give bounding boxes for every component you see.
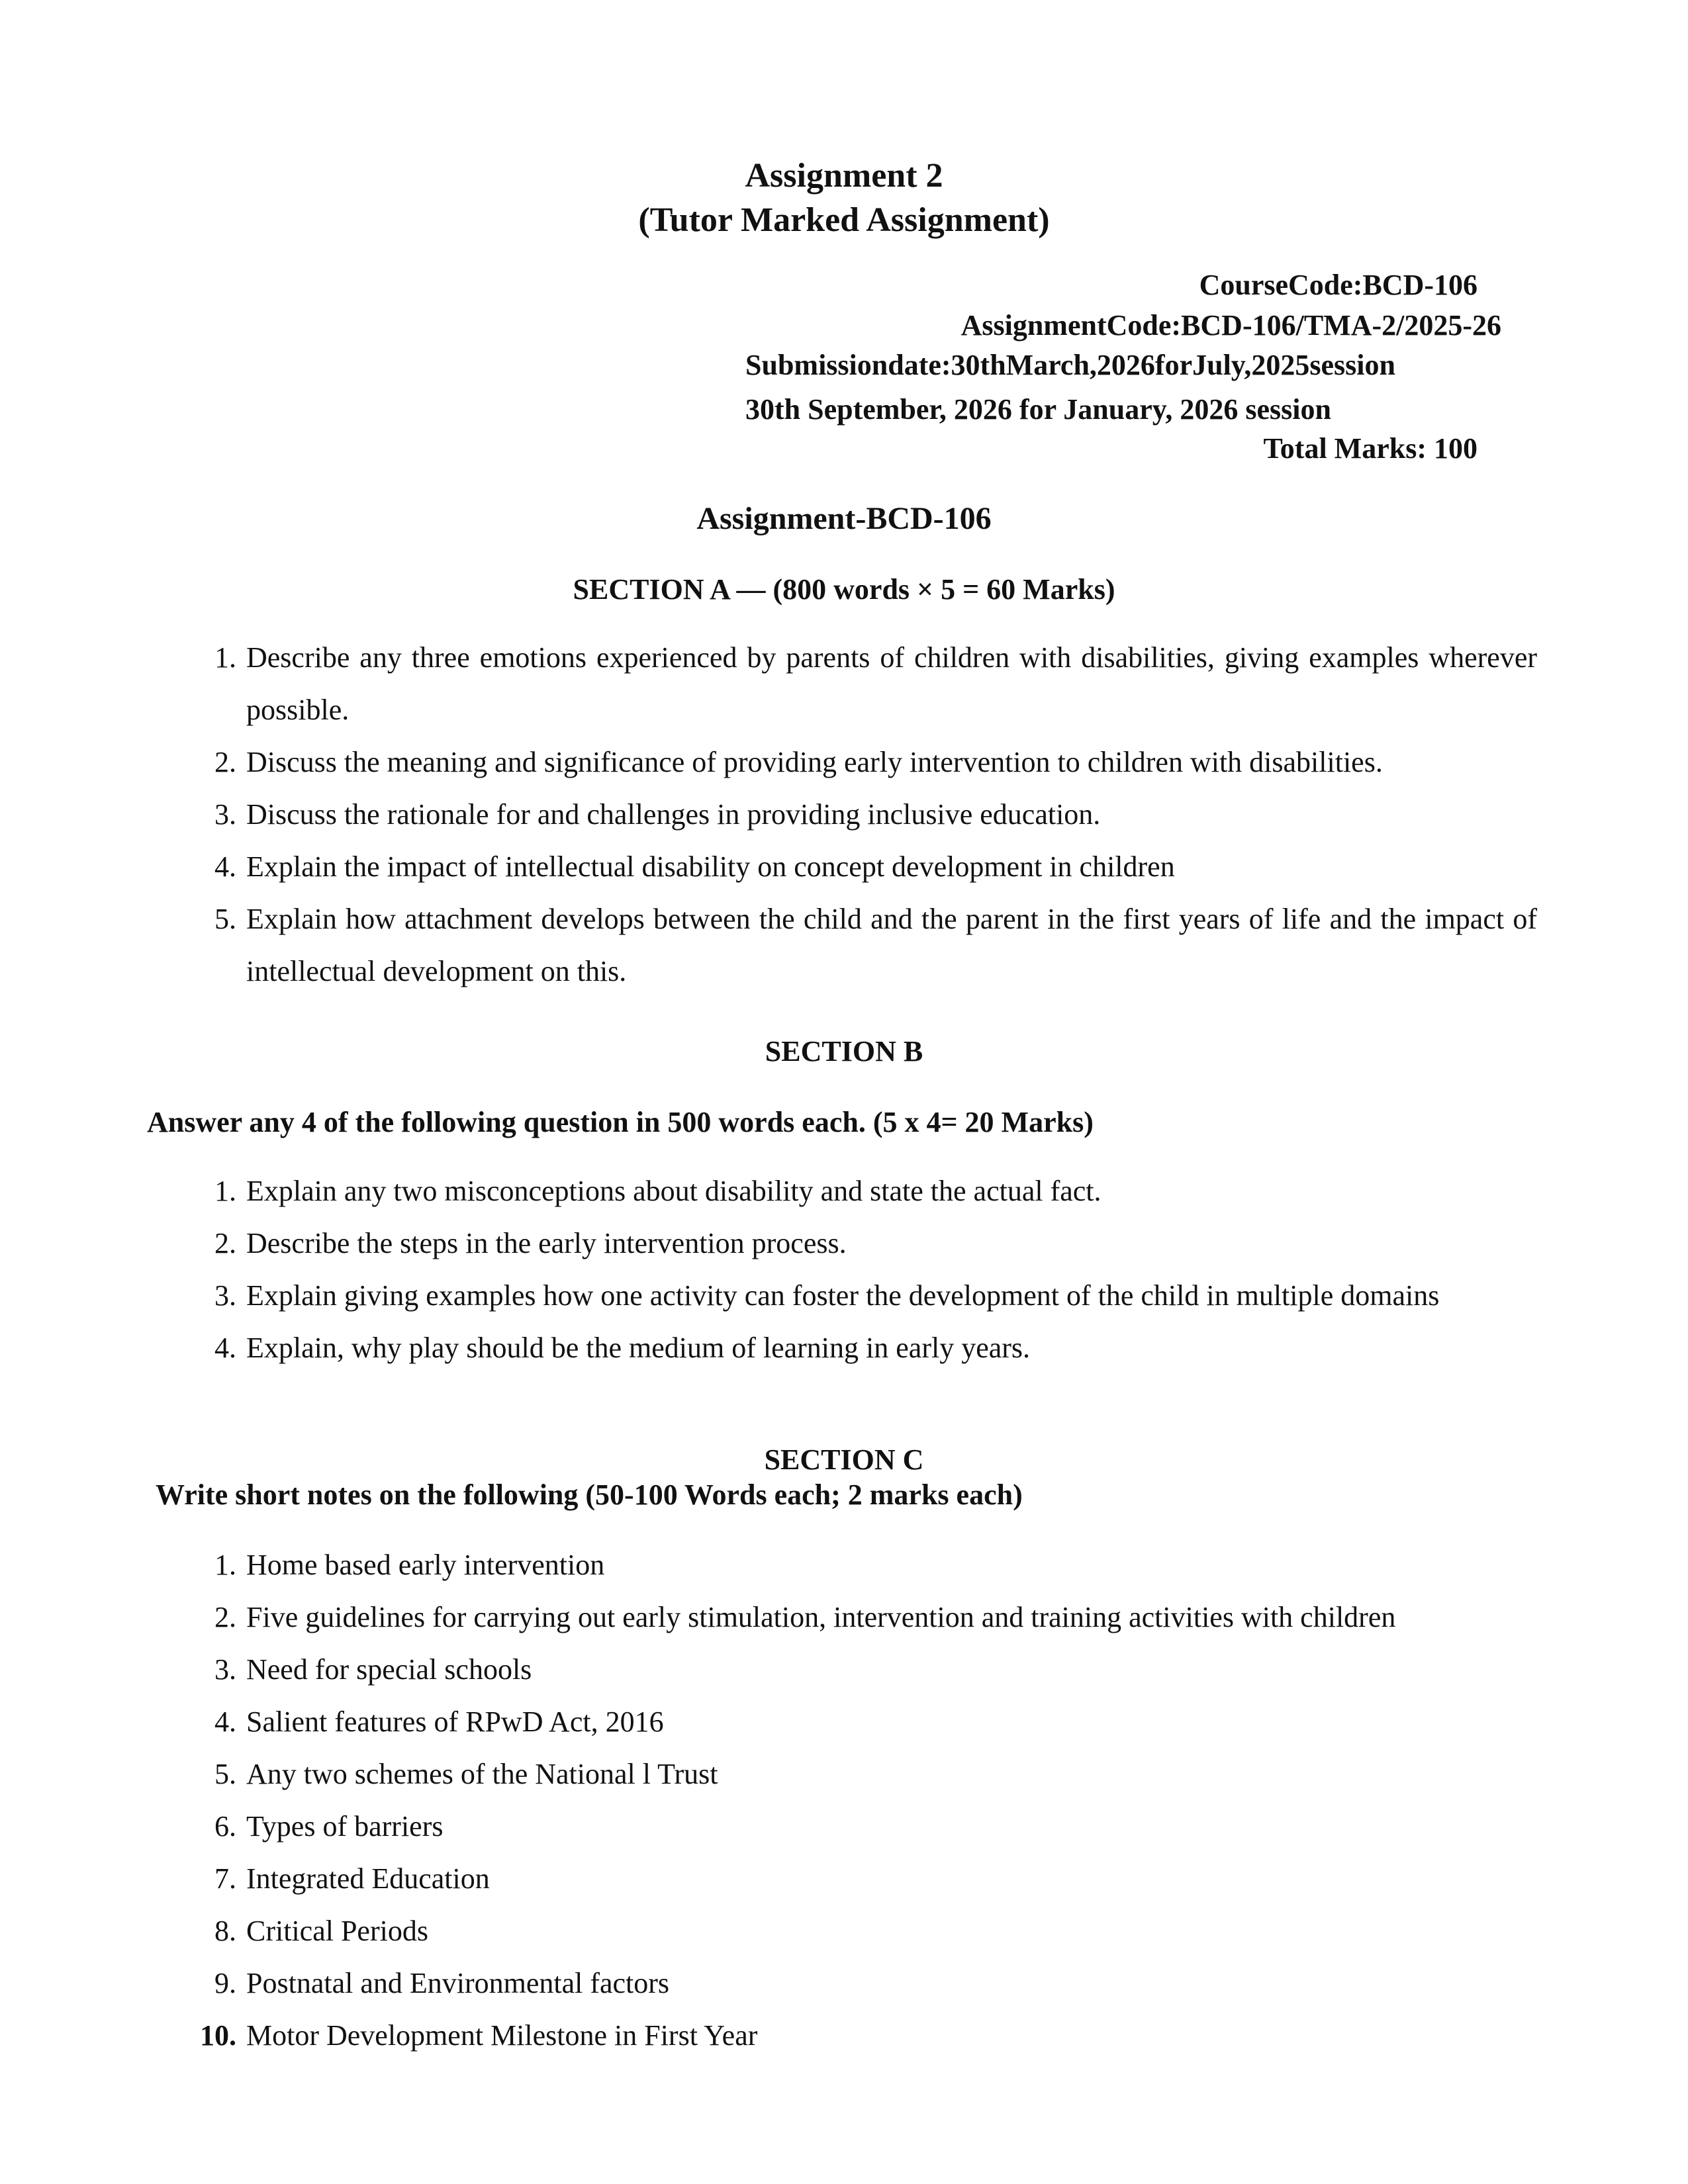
question-number: 8. — [214, 1915, 236, 1947]
section-a-question-list — [197, 631, 1540, 997]
question-number: 10. — [200, 2019, 236, 2052]
section-c-question — [197, 1905, 1540, 1957]
question-text: Describe any three emotions experienced by parents of children with disabilities, giving examples wherever possible. — [246, 641, 1537, 726]
section-b-question — [197, 1322, 1540, 1374]
section-c-heading: SECTION C — [764, 1443, 924, 1476]
title-line-2: (Tutor Marked Assignment) — [638, 201, 1050, 239]
question-number: 2. — [214, 746, 236, 778]
assignment-code: AssignmentCode:BCD-106/TMA-2/2025-26 — [961, 309, 1501, 341]
question-number: 4. — [214, 850, 236, 883]
section-c-instruction: Write short notes on the following (50-100 Words each; 2 marks each) — [156, 1479, 1023, 1511]
question-text: Explain the impact of intellectual disability on concept development in children — [246, 850, 1175, 883]
section-c-question — [197, 1696, 1540, 1748]
section-b-question-list — [197, 1165, 1540, 1374]
section-c-question — [197, 1957, 1540, 2009]
section-c-question — [197, 2009, 1540, 2062]
title-line-1: Assignment 2 — [745, 157, 943, 195]
question-text: Explain giving examples how one activity can foster the development of the child in multiple domains — [246, 1279, 1440, 1312]
section-a-question — [197, 631, 1540, 736]
question-text: Integrated Education — [246, 1862, 490, 1895]
question-number: 1. — [214, 1175, 236, 1207]
question-number: 5. — [214, 903, 236, 935]
question-text: Any two schemes of the National l Trust — [246, 1758, 718, 1790]
question-number: 3. — [214, 1653, 236, 1686]
submission-date-line-2: 30th September, 2026 for January, 2026 session — [745, 393, 1331, 426]
question-text: Types of barriers — [246, 1810, 444, 1843]
question-text: Need for special schools — [246, 1653, 532, 1686]
question-number: 4. — [214, 1332, 236, 1364]
section-c-question — [197, 1643, 1540, 1696]
course-code: CourseCode:BCD-106 — [1199, 269, 1477, 301]
question-number: 2. — [214, 1227, 236, 1259]
question-text: Discuss the rationale for and challenges in providing inclusive education. — [246, 798, 1101, 831]
section-b-question — [197, 1217, 1540, 1269]
question-text: Postnatal and Environmental factors — [246, 1967, 670, 1999]
section-a-heading: SECTION A — (800 words × 5 = 60 Marks) — [573, 573, 1115, 606]
question-text: Describe the steps in the early intervention process. — [246, 1227, 847, 1259]
section-a-question — [197, 736, 1540, 788]
question-text: Salient features of RPwD Act, 2016 — [246, 1706, 664, 1738]
section-c-question — [197, 1852, 1540, 1905]
section-b-question — [197, 1165, 1540, 1217]
question-text: Explain how attachment develops between the child and the parent in the first years of life and the impact of intellectual development on this. — [246, 903, 1537, 987]
section-b-question — [197, 1269, 1540, 1322]
question-number: 5. — [214, 1758, 236, 1790]
question-number: 3. — [214, 1279, 236, 1312]
question-number: 2. — [214, 1601, 236, 1633]
total-marks: Total Marks: 100 — [1263, 432, 1477, 465]
question-number: 9. — [214, 1967, 236, 1999]
section-c-question — [197, 1591, 1540, 1643]
question-text: Discuss the meaning and significance of providing early intervention to children with disabilities. — [246, 746, 1383, 778]
question-number: 1. — [214, 641, 236, 674]
question-text: Home based early intervention — [246, 1549, 605, 1581]
submission-date-line-1: Submissiondate:30thMarch,2026forJuly,2025session — [745, 349, 1395, 381]
question-text: Five guidelines for carrying out early stimulation, intervention and training activities with children — [246, 1601, 1396, 1633]
section-a-question — [197, 788, 1540, 841]
question-text: Explain any two misconceptions about disability and state the actual fact. — [246, 1175, 1102, 1207]
section-a-question — [197, 841, 1540, 893]
section-c-question-list — [197, 1539, 1540, 2062]
assignment-name: Assignment-BCD-106 — [696, 501, 992, 536]
question-text: Critical Periods — [246, 1915, 428, 1947]
question-text: Explain, why play should be the medium of learning in early years. — [246, 1332, 1031, 1364]
section-c-question — [197, 1800, 1540, 1852]
question-text: Motor Development Milestone in First Year — [246, 2019, 758, 2052]
question-number: 4. — [214, 1706, 236, 1738]
question-number: 1. — [214, 1549, 236, 1581]
section-a-question — [197, 893, 1540, 997]
section-c-question — [197, 1748, 1540, 1800]
section-b-instruction: Answer any 4 of the following question in 500 words each. (5 x 4= 20 Marks) — [147, 1106, 1094, 1138]
section-b-heading: SECTION B — [765, 1035, 923, 1068]
section-c-question — [197, 1539, 1540, 1591]
question-number: 3. — [214, 798, 236, 831]
question-number: 7. — [214, 1862, 236, 1895]
question-number: 6. — [214, 1810, 236, 1843]
